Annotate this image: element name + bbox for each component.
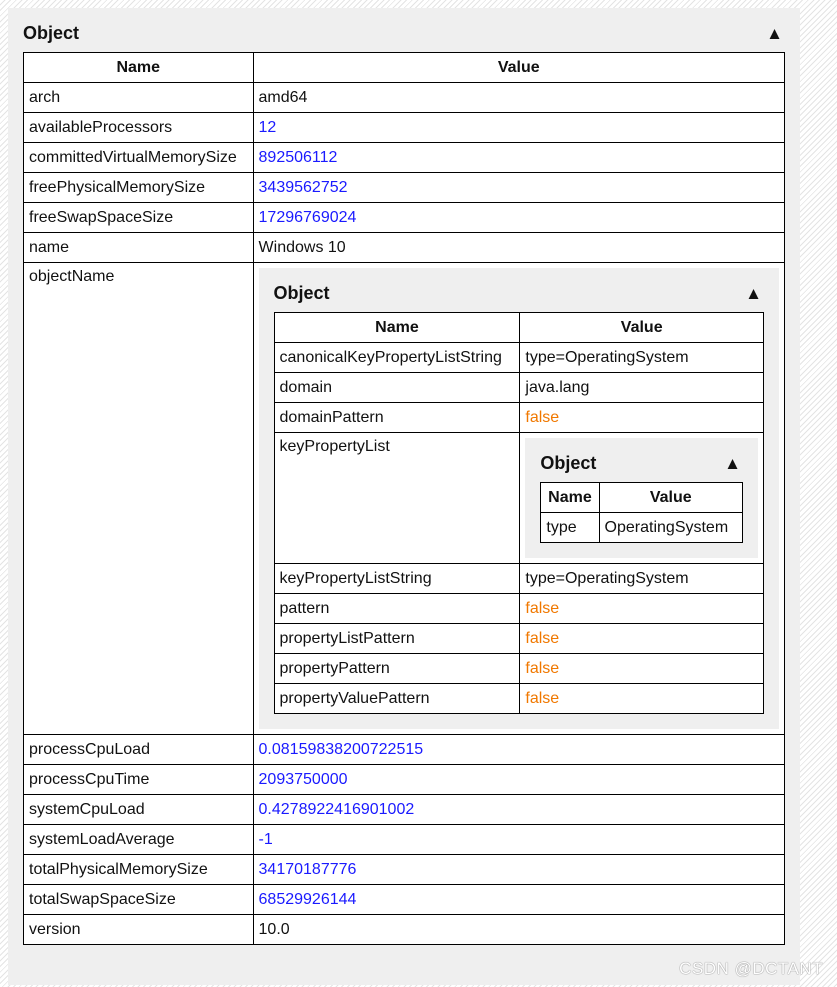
table-header-row (24, 53, 785, 83)
table-row (24, 855, 785, 885)
table-row (274, 403, 763, 433)
property-name: pattern (274, 594, 520, 624)
property-name: type (541, 513, 599, 543)
property-value: false (520, 684, 764, 714)
table-row (274, 343, 763, 373)
property-name: arch (24, 83, 254, 113)
table-row (274, 564, 763, 594)
watermark: CSDN @DCTANT (679, 959, 823, 978)
property-name: systemCpuLoad (24, 795, 254, 825)
panel-title: Object (273, 283, 330, 303)
property-table (274, 312, 764, 714)
column-header-value: Value (253, 53, 784, 83)
collapse-triangle-icon[interactable]: ▲ (724, 453, 741, 473)
property-name: propertyPattern (274, 654, 520, 684)
property-name: totalSwapSpaceSize (24, 885, 254, 915)
property-name: processCpuLoad (24, 735, 254, 765)
table-row (274, 373, 763, 403)
property-name: version (24, 915, 254, 945)
panel-header (540, 445, 743, 482)
property-name: keyPropertyListString (274, 564, 520, 594)
table-row (24, 113, 785, 143)
table-row (274, 433, 763, 564)
collapse-triangle-icon[interactable]: ▲ (745, 283, 762, 303)
property-name: domain (274, 373, 520, 403)
property-name: systemLoadAverage (24, 825, 254, 855)
property-table (23, 52, 785, 945)
property-value: false (520, 654, 764, 684)
property-name: freePhysicalMemorySize (24, 173, 254, 203)
table-row (24, 885, 785, 915)
property-value: 892506112 (253, 143, 784, 173)
property-name: keyPropertyList (274, 433, 520, 564)
column-header-name: Name (274, 313, 520, 343)
object-panel (8, 8, 800, 985)
property-name: objectName (24, 263, 254, 735)
property-value: 34170187776 (253, 855, 784, 885)
property-value: false (520, 594, 764, 624)
nested-object-panel (259, 268, 779, 729)
property-value: 68529926144 (253, 885, 784, 915)
column-header-value: Value (599, 483, 742, 513)
property-value: 0.4278922416901002 (253, 795, 784, 825)
property-value: type=OperatingSystem (520, 343, 764, 373)
property-value: 17296769024 (253, 203, 784, 233)
property-name: availableProcessors (24, 113, 254, 143)
property-table (540, 482, 743, 543)
property-value: OperatingSystem (599, 513, 742, 543)
panel-header (274, 275, 764, 312)
property-value-object (520, 433, 764, 564)
collapse-triangle-icon[interactable]: ▲ (766, 23, 783, 43)
property-value: 10.0 (253, 915, 784, 945)
panel-title: Object (23, 23, 80, 43)
property-name: totalPhysicalMemorySize (24, 855, 254, 885)
property-value: 2093750000 (253, 765, 784, 795)
property-name: propertyValuePattern (274, 684, 520, 714)
property-value: java.lang (520, 373, 764, 403)
table-row (24, 233, 785, 263)
table-row (24, 173, 785, 203)
table-row (274, 594, 763, 624)
table-row (274, 684, 763, 714)
table-row (24, 765, 785, 795)
table-row (24, 735, 785, 765)
panel-header (23, 15, 785, 52)
panel-title: Object (540, 453, 597, 473)
property-value: type=OperatingSystem (520, 564, 764, 594)
property-value-object (253, 263, 784, 735)
table-row (24, 83, 785, 113)
property-name: freeSwapSpaceSize (24, 203, 254, 233)
table-row (274, 654, 763, 684)
property-value: 0.08159838200722515 (253, 735, 784, 765)
column-header-name: Name (24, 53, 254, 83)
property-value: 12 (253, 113, 784, 143)
table-row (541, 513, 743, 543)
table-row (24, 915, 785, 945)
property-name: committedVirtualMemorySize (24, 143, 254, 173)
table-header-row (274, 313, 763, 343)
table-row (274, 624, 763, 654)
property-name: processCpuTime (24, 765, 254, 795)
property-name: propertyListPattern (274, 624, 520, 654)
property-name: domainPattern (274, 403, 520, 433)
property-name: name (24, 233, 254, 263)
property-value: Windows 10 (253, 233, 784, 263)
table-header-row (541, 483, 743, 513)
table-row (24, 263, 785, 735)
property-value: amd64 (253, 83, 784, 113)
property-name: canonicalKeyPropertyListString (274, 343, 520, 373)
table-row (24, 143, 785, 173)
nested-object-panel (525, 438, 758, 558)
property-value: 3439562752 (253, 173, 784, 203)
property-value: -1 (253, 825, 784, 855)
column-header-value: Value (520, 313, 764, 343)
property-value: false (520, 403, 764, 433)
table-row (24, 825, 785, 855)
column-header-name: Name (541, 483, 599, 513)
table-row (24, 795, 785, 825)
table-row (24, 203, 785, 233)
property-value: false (520, 624, 764, 654)
